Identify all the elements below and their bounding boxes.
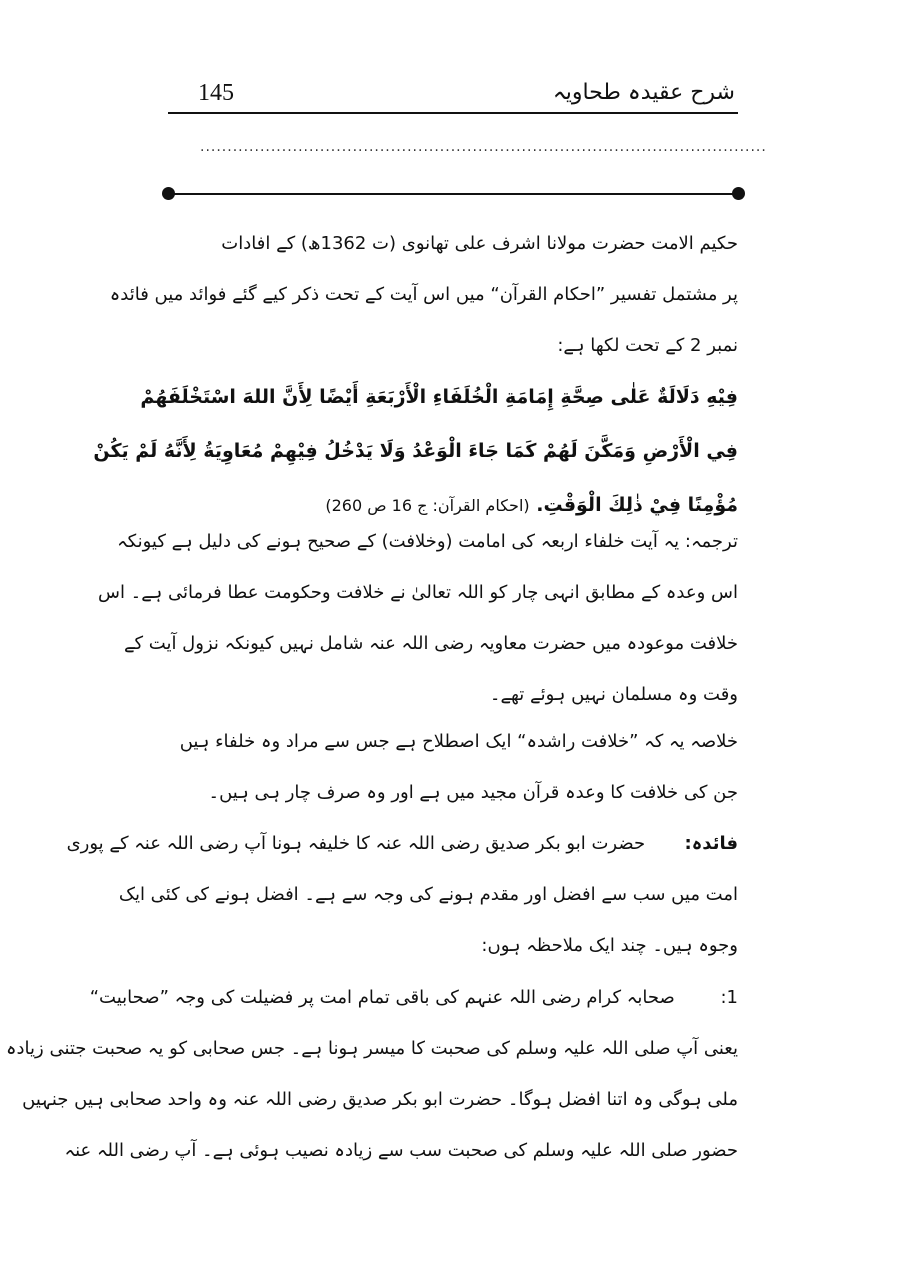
dotted-separator: ........................................................................................................: [200, 139, 767, 155]
translation-line: وقت وہ مسلمان نہیں ہوئے تھے۔: [489, 684, 738, 705]
faida-line: امت میں سب سے افضل اور مقدم ہونے کی وجہ سے ہے۔ افضل ہونے کی کئی ایک: [118, 884, 738, 905]
intro-line: پر مشتمل تفسیر ”احکام القرآن“ میں اس آیت کے تحت ذکر کیے گئے فوائد میں فائدہ: [109, 284, 738, 305]
point-line: [89, 972, 738, 1023]
header-rule: [168, 112, 738, 114]
faida-line: وجوہ ہیں۔ چند ایک ملاحظہ ہوں:: [481, 935, 738, 956]
translation-line: اس وعدہ کے مطابق انہی چار کو اللہ تعالیٰ نے خلافت وحکومت عطا فرمائی ہے۔ اس: [97, 582, 738, 603]
faida-text: حضرت ابو بکر صدیق رضی اللہ عنہ کا خلیفہ ہونا آپ رضی اللہ عنہ کے پوری: [66, 833, 646, 854]
translation-line: خلافت موعودہ میں حضرت معاویہ رضی اللہ عنہ شامل نہیں کیونکہ نزول آیت کے: [123, 633, 738, 654]
section-divider: [168, 193, 738, 195]
divider-end-dot-left: [162, 187, 175, 200]
summary-paragraph: [168, 716, 738, 818]
intro-line: حکیم الامت حضرت مولانا اشرف علی تھانوی (ت 1362ھ) کے افادات: [221, 233, 738, 254]
intro-line: نمبر 2 کے تحت لکھا ہے:: [557, 335, 738, 356]
point-1-paragraph: [5, 972, 738, 1176]
faida-label: فائدہ:: [684, 833, 738, 854]
arabic-line: فِي الْأَرْضِ وَمَكَّنَ لَهُمْ كَمَا جَاءَ الْوَعْدُ وَلَا يَدْخُلُ فِيْهِمْ مُعَاوِيَةُ لِأَنَّهُ لَمْ يَكُنْ: [93, 440, 738, 462]
quote-reference: (احکام القرآن: ج 16 ص 260): [325, 496, 530, 515]
summary-line: جن کی خلافت کا وعدہ قرآن مجید میں ہے اور وہ صرف چار ہی ہیں۔: [208, 782, 738, 803]
divider-end-dot-right: [732, 187, 745, 200]
arabic-line: فِيْهِ دَلَالَةٌ عَلٰى صِحَّةِ إِمَامَةِ الْخُلَفَاءِ الْأَرْبَعَةِ أَيْضًا لِأَنَّ اللهَ اسْتَخْلَفَهُمْ: [140, 386, 738, 408]
faida-paragraph: [66, 818, 738, 971]
page-number: 145: [198, 80, 234, 106]
translation-paragraph: [97, 516, 738, 720]
point-line: ملی ہوگی وہ اتنا افضل ہوگا۔ حضرت ابو بکر صدیق رضی اللہ عنہ وہ واحد صحابی ہیں جنہیں: [22, 1089, 738, 1110]
point-line: یعنی آپ صلی اللہ علیہ وسلم کی صحبت کا میسر ہونا ہے۔ جس صحابی کو یہ صحبت جتنی زیادہ: [5, 1038, 738, 1059]
intro-paragraph: [109, 218, 738, 371]
book-title: شرح عقیدہ طحاویہ: [552, 80, 735, 105]
arabic-text: مُؤْمِنًا فِيْ ذٰلِكَ الْوَقْتِ.: [536, 494, 738, 516]
arabic-quote: [93, 370, 738, 532]
summary-line: خلاصہ یہ کہ ”خلافت راشدہ“ ایک اصطلاح ہے جس سے مراد وہ خلفاء ہیں: [179, 731, 738, 752]
faida-line: [66, 818, 738, 869]
point-text: صحابہ کرام رضی اللہ عنہم کی باقی تمام امت پر فضیلت کی وجہ ”صحابیت“: [89, 987, 675, 1008]
translation-line: ترجمہ: یہ آیت خلفاء اربعہ کی امامت (وخلافت) کے صحیح ہونے کی دلیل ہے کیونکہ: [117, 531, 738, 552]
point-number: 1:: [720, 987, 738, 1008]
point-line: حضور صلی اللہ علیہ وسلم کی صحبت سب سے زیادہ نصیب ہوئی ہے۔ آپ رضی اللہ عنہ: [64, 1140, 738, 1161]
